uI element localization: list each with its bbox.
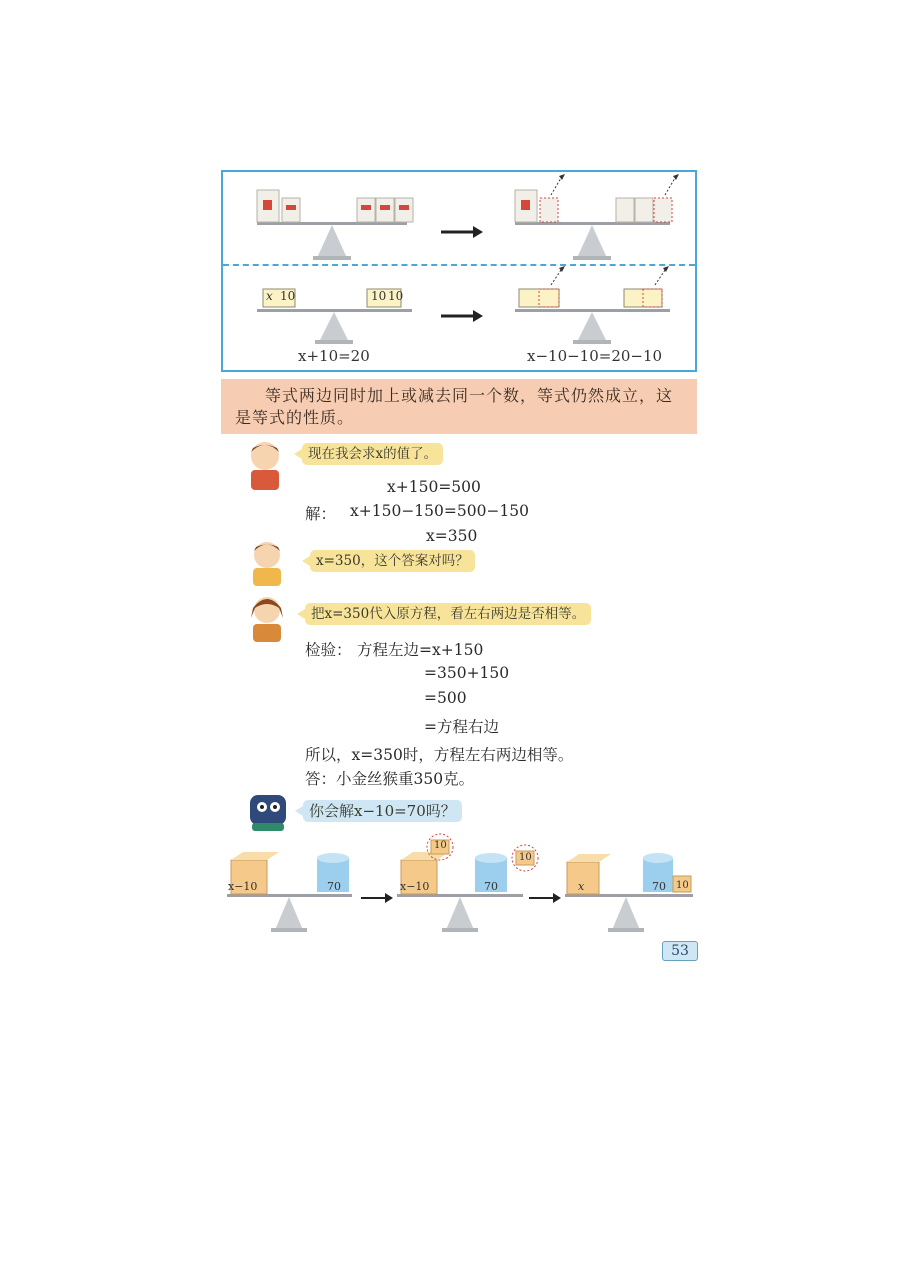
balance-illustrations: [221, 170, 697, 372]
rule-text: 等式两边同时加上或减去同一个数，等式仍然成立，这是等式的性质。: [235, 386, 674, 427]
boy-avatar: [243, 538, 293, 586]
solution-line-1: x+150=500: [387, 478, 481, 496]
solution-line-2: x+150−150=500−150: [350, 502, 530, 520]
speech-bubble-1: 现在我会求x的值了。: [302, 443, 443, 465]
equation-property-rule: [221, 379, 697, 434]
arrow-right-icon: [361, 893, 393, 903]
arrow-right-icon: [441, 310, 483, 322]
speech-bubble-4: 你会解x−10=70吗？: [303, 800, 462, 822]
arrow-right-icon: [529, 893, 561, 903]
conclusion-text: 所以，x=350时，方程左右两边相等。: [305, 746, 574, 764]
solution-line-3: x=350: [426, 527, 478, 545]
tag-label: 10: [434, 840, 447, 851]
box-label: x: [578, 880, 585, 893]
box-10-label: 10: [388, 289, 404, 303]
check-line-3: =500: [424, 689, 467, 707]
check-line-2: =350+150: [424, 664, 510, 682]
check-label: 检验：: [305, 641, 352, 659]
box-label: x−10: [400, 880, 430, 893]
box-label: x−10: [228, 880, 258, 893]
balance-scale-2: [515, 174, 679, 260]
speech-bubble-2: x=350，这个答案对吗？: [310, 550, 475, 572]
cylinder-label: 70: [652, 880, 666, 893]
solution-label: 解：: [305, 505, 337, 523]
check-line-4: =方程右边: [424, 718, 499, 736]
cylinder-label: 70: [327, 880, 341, 893]
page-number: 53: [662, 941, 698, 961]
box-10-label: 10: [371, 289, 387, 303]
balance-sequence: [225, 832, 697, 937]
robot-avatar: [244, 787, 294, 833]
boy-avatar: [243, 438, 291, 490]
tag-label: 10: [519, 852, 532, 863]
box-10-label: 10: [280, 289, 296, 303]
speech-bubble-3: 把x=350代入原方程，看左右两边是否相等。: [305, 603, 591, 625]
answer-text: 答：小金丝猴重350克。: [305, 770, 475, 788]
equation-left: x+10=20: [298, 347, 370, 365]
arrow-right-icon: [441, 226, 483, 238]
girl-avatar: [245, 592, 291, 642]
cylinder-label: 70: [484, 880, 498, 893]
balance-scale-4: [515, 266, 670, 344]
box-label: 10: [676, 880, 689, 891]
box-x-label: x: [266, 289, 273, 303]
check-line-1: 方程左边=x+150: [357, 641, 484, 659]
equation-right: x−10−10=20−10: [527, 347, 663, 365]
balance-scale-1: [257, 190, 413, 260]
